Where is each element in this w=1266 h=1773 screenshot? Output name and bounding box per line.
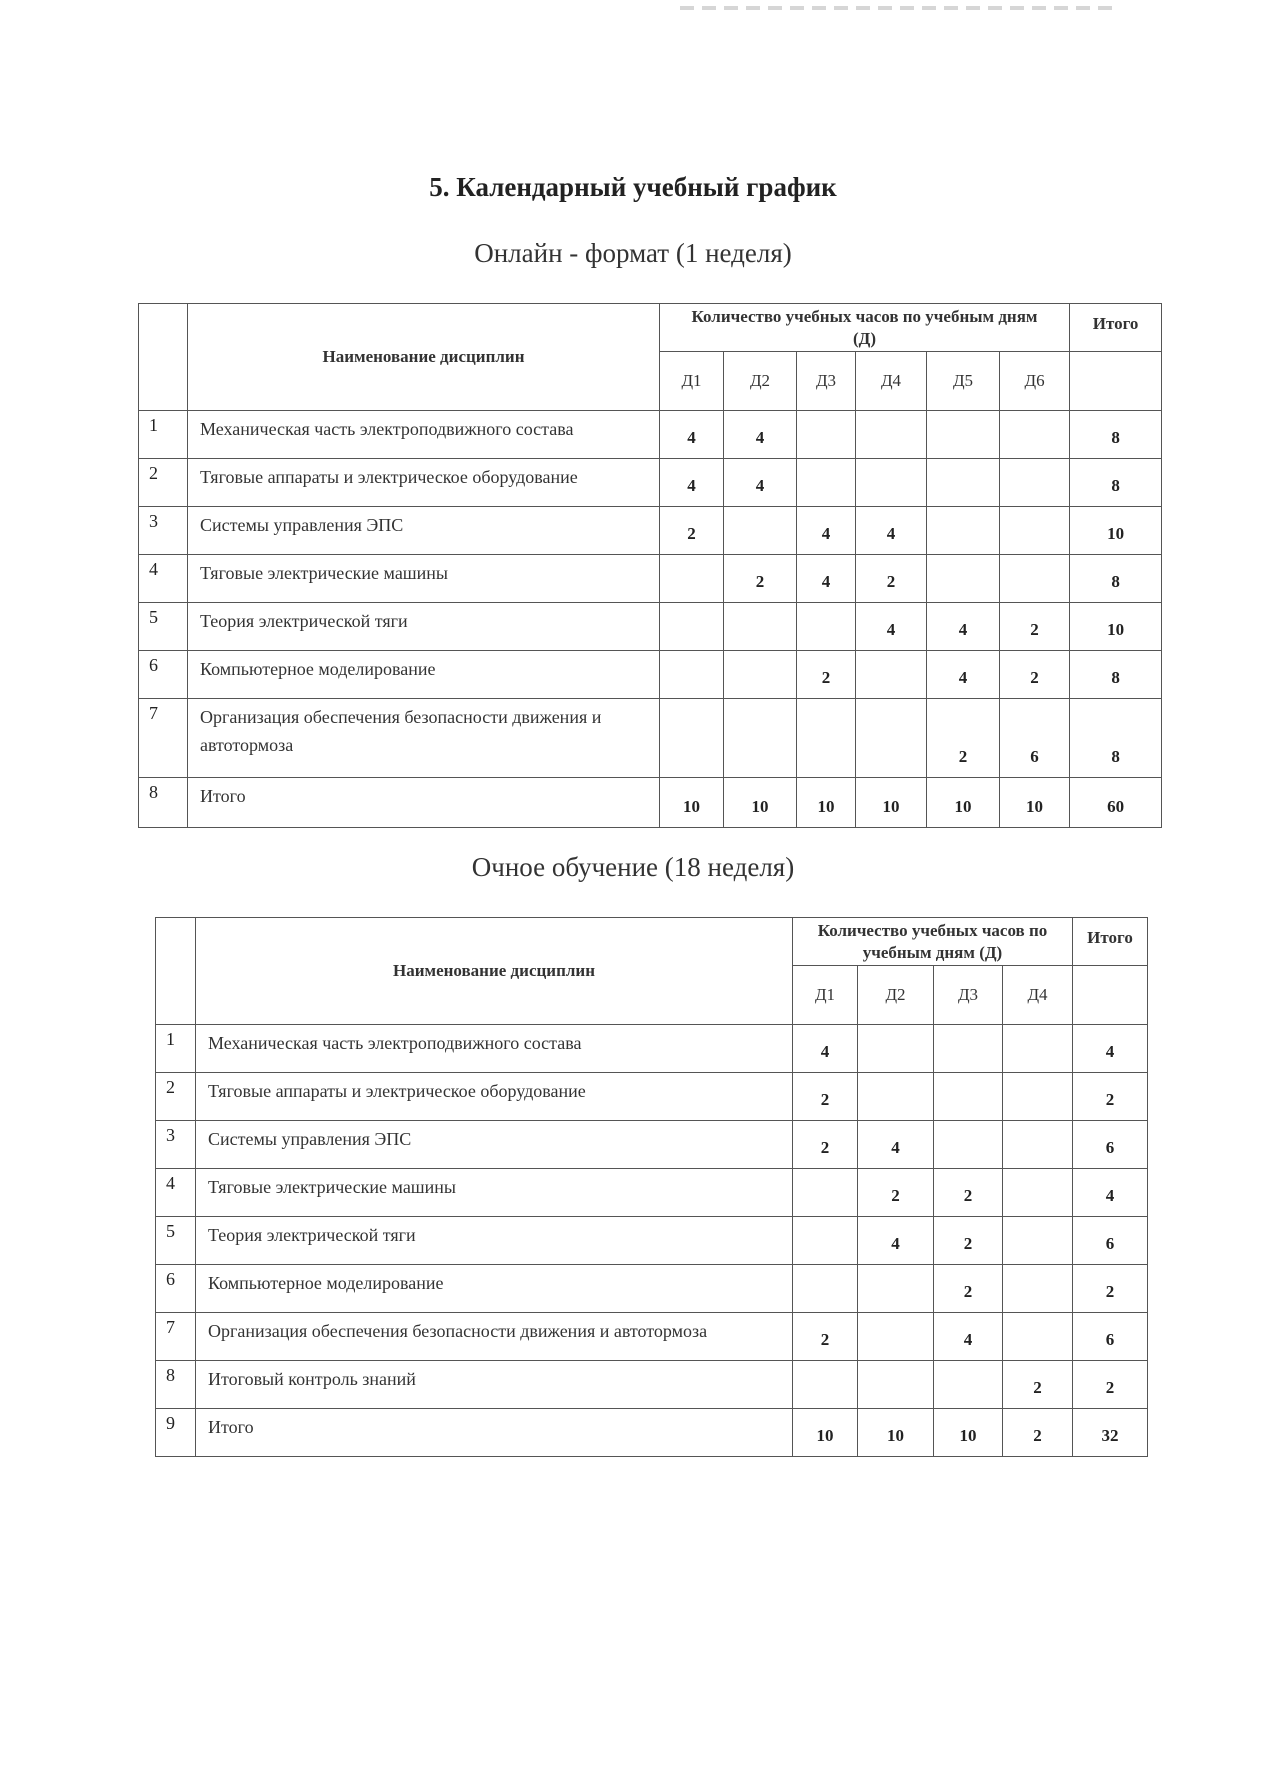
hours-cell [797,603,856,651]
discipline-name: Тяговые электрические машины [196,1169,793,1217]
row-total: 8 [1070,555,1162,603]
hours-cell: 2 [793,1073,858,1121]
scan-artifact [680,6,1120,10]
hours-cell: 4 [934,1313,1003,1361]
hours-cell [1003,1217,1073,1265]
hours-cell: 2 [1003,1409,1073,1457]
row-total: 2 [1073,1265,1148,1313]
hours-cell: 10 [660,778,724,828]
hours-cell: 10 [724,778,797,828]
hours-cell [724,507,797,555]
hours-cell: 6 [1000,699,1070,778]
hours-cell: 4 [927,651,1000,699]
header-day: Д1 [660,352,724,411]
hours-cell: 4 [858,1121,934,1169]
table-row [156,1265,1148,1313]
table-row [156,1169,1148,1217]
hours-cell [793,1169,858,1217]
hours-cell: 10 [793,1409,858,1457]
hours-cell [1003,1313,1073,1361]
discipline-name: Тяговые аппараты и электрическое оборудование [188,459,660,507]
fulltime-subtitle: Очное обучение (18 неделя) [471,852,795,882]
row-total: 4 [1073,1025,1148,1073]
table-row [139,699,1162,778]
discipline-name: Итоговый контроль знаний [196,1361,793,1409]
hours-cell [1003,1121,1073,1169]
hours-cell: 2 [934,1265,1003,1313]
discipline-name: Организация обеспечения безопасности движения и автотормоза [196,1313,793,1361]
hours-cell: 2 [797,651,856,699]
hours-cell: 10 [1000,778,1070,828]
table-row [139,778,1162,828]
row-number: 6 [139,651,188,699]
header-day: Д1 [793,966,858,1025]
hours-cell [1003,1025,1073,1073]
hours-cell [1003,1265,1073,1313]
hours-cell [660,651,724,699]
hours-cell [660,699,724,778]
row-total: 4 [1073,1169,1148,1217]
hours-cell [858,1073,934,1121]
discipline-name: Системы управления ЭПС [196,1121,793,1169]
hours-cell [1000,459,1070,507]
hours-cell [797,411,856,459]
hours-cell: 10 [797,778,856,828]
header-hours: Количество учебных часов по учебным дням (Д) [660,304,1070,352]
discipline-name: Тяговые аппараты и электрическое оборудование [196,1073,793,1121]
hours-cell: 4 [660,459,724,507]
row-number: 9 [156,1409,196,1457]
row-number: 7 [139,699,188,778]
hours-cell: 2 [1000,603,1070,651]
hours-cell [1000,555,1070,603]
hours-cell: 2 [793,1313,858,1361]
hours-cell: 2 [724,555,797,603]
hours-cell [660,603,724,651]
header-total-empty [1070,352,1162,411]
discipline-name: Компьютерное моделирование [196,1265,793,1313]
hours-cell [858,1265,934,1313]
row-number: 4 [156,1169,196,1217]
header-discipline-name: Наименование дисциплин [188,304,660,411]
row-total: 10 [1070,603,1162,651]
row-number: 8 [156,1361,196,1409]
row-number: 5 [139,603,188,651]
header-day: Д6 [1000,352,1070,411]
hours-cell [927,459,1000,507]
table-row [139,555,1162,603]
hours-cell: 4 [858,1217,934,1265]
table-row [156,1361,1148,1409]
row-total: 8 [1070,651,1162,699]
table-row [156,1073,1148,1121]
hours-cell [660,555,724,603]
header-total-empty [1073,966,1148,1025]
row-total: 8 [1070,699,1162,778]
discipline-name: Организация обеспечения безопасности движения и автотормоза [188,699,660,778]
hours-cell [1000,507,1070,555]
row-number: 2 [139,459,188,507]
hours-cell [934,1361,1003,1409]
online-schedule-table [138,303,1162,828]
hours-cell [927,411,1000,459]
row-number: 5 [156,1217,196,1265]
table-row [139,459,1162,507]
hours-cell [856,459,927,507]
header-day: Д5 [927,352,1000,411]
hours-cell: 10 [934,1409,1003,1457]
hours-cell: 2 [793,1121,858,1169]
hours-cell [858,1025,934,1073]
discipline-name: Теория электрической тяги [196,1217,793,1265]
hours-cell [724,651,797,699]
header-total: Итого [1073,918,1148,966]
table-row [139,651,1162,699]
header-day: Д3 [934,966,1003,1025]
row-number: 3 [139,507,188,555]
table-row [139,411,1162,459]
online-subtitle: Онлайн - формат (1 неделя) [474,238,792,268]
hours-cell: 4 [724,411,797,459]
header-discipline-name: Наименование дисциплин [196,918,793,1025]
header-day: Д3 [797,352,856,411]
hours-cell: 4 [797,507,856,555]
hours-cell: 4 [797,555,856,603]
table-row [139,603,1162,651]
discipline-name: Механическая часть электроподвижного состава [196,1025,793,1073]
hours-cell [927,507,1000,555]
header-number [139,304,188,411]
row-number: 1 [139,411,188,459]
row-number: 4 [139,555,188,603]
hours-cell [1003,1169,1073,1217]
hours-cell [927,555,1000,603]
hours-cell [934,1073,1003,1121]
header-hours: Количество учебных часов по учебным дням (Д) [793,918,1073,966]
row-total: 6 [1073,1217,1148,1265]
hours-cell: 2 [660,507,724,555]
table-row [156,1121,1148,1169]
header-day: Д2 [724,352,797,411]
hours-cell: 2 [858,1169,934,1217]
row-number: 3 [156,1121,196,1169]
hours-cell [1003,1073,1073,1121]
hours-cell: 2 [934,1169,1003,1217]
discipline-name: Тяговые электрические машины [188,555,660,603]
row-total: 8 [1070,459,1162,507]
hours-cell: 4 [856,603,927,651]
hours-cell: 10 [858,1409,934,1457]
hours-cell [856,411,927,459]
header-day: Д4 [856,352,927,411]
hours-cell [856,699,927,778]
hours-cell [793,1217,858,1265]
discipline-name: Итого [196,1409,793,1457]
hours-cell: 10 [856,778,927,828]
table-row [156,1313,1148,1361]
header-day: Д2 [858,966,934,1025]
row-total: 32 [1073,1409,1148,1457]
hours-cell: 4 [793,1025,858,1073]
page-title: 5. Календарный учебный график [429,172,837,202]
hours-cell: 4 [927,603,1000,651]
header-number [156,918,196,1025]
row-total: 2 [1073,1361,1148,1409]
row-total: 6 [1073,1121,1148,1169]
discipline-name: Компьютерное моделирование [188,651,660,699]
hours-cell [724,699,797,778]
hours-cell: 4 [724,459,797,507]
table-row [156,1217,1148,1265]
table-row [156,1409,1148,1457]
row-number: 1 [156,1025,196,1073]
hours-cell [934,1121,1003,1169]
row-number: 2 [156,1073,196,1121]
row-number: 7 [156,1313,196,1361]
hours-cell [1000,411,1070,459]
hours-cell [856,651,927,699]
row-total: 60 [1070,778,1162,828]
hours-cell: 2 [856,555,927,603]
hours-cell [858,1313,934,1361]
row-total: 2 [1073,1073,1148,1121]
table-row [156,1025,1148,1073]
row-number: 8 [139,778,188,828]
hours-cell [934,1025,1003,1073]
hours-cell [724,603,797,651]
hours-cell: 4 [660,411,724,459]
hours-cell: 2 [934,1217,1003,1265]
row-total: 8 [1070,411,1162,459]
hours-cell: 2 [1003,1361,1073,1409]
hours-cell: 4 [856,507,927,555]
header-total: Итого [1070,304,1162,352]
hours-cell [858,1361,934,1409]
table-row [139,507,1162,555]
discipline-name: Итого [188,778,660,828]
row-total: 10 [1070,507,1162,555]
hours-cell [797,699,856,778]
row-total: 6 [1073,1313,1148,1361]
header-day: Д4 [1003,966,1073,1025]
discipline-name: Системы управления ЭПС [188,507,660,555]
row-number: 6 [156,1265,196,1313]
hours-cell [793,1265,858,1313]
hours-cell [793,1361,858,1409]
hours-cell: 2 [1000,651,1070,699]
fulltime-schedule-table [155,917,1148,1457]
discipline-name: Механическая часть электроподвижного состава [188,411,660,459]
hours-cell: 10 [927,778,1000,828]
hours-cell [797,459,856,507]
discipline-name: Теория электрической тяги [188,603,660,651]
hours-cell: 2 [927,699,1000,778]
